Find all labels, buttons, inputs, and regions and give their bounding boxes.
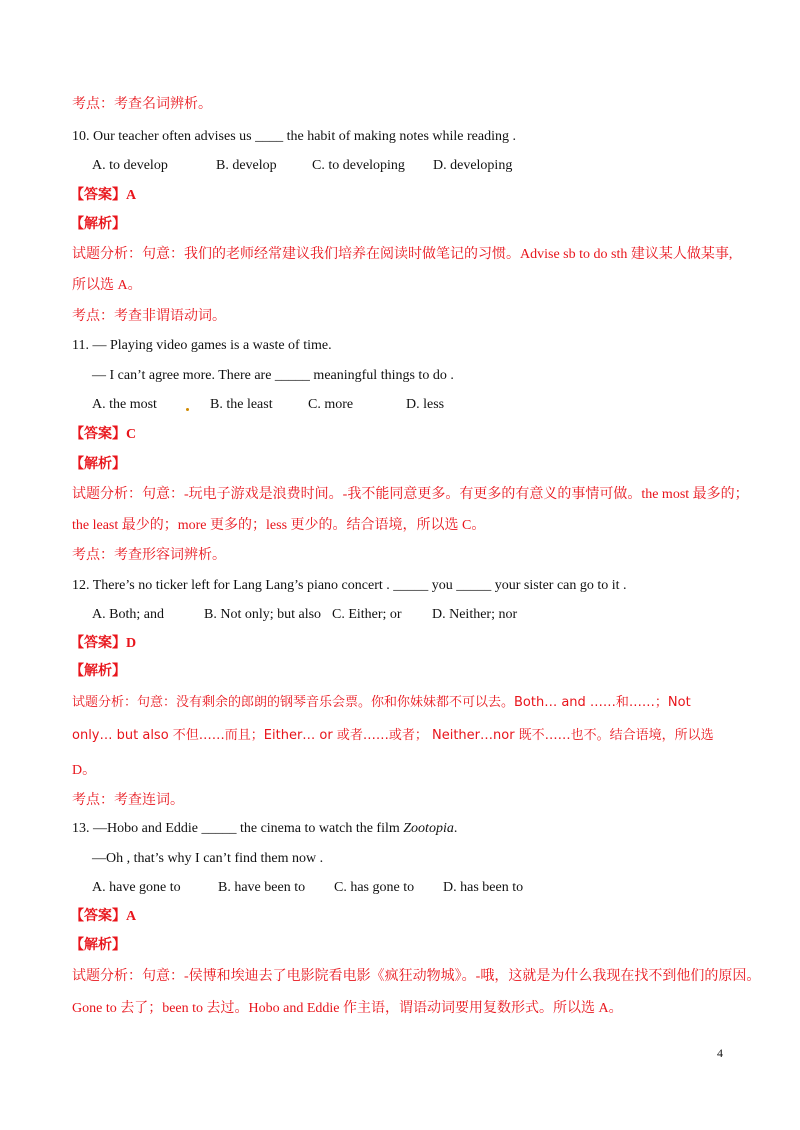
q11-analysis-line2: the least 最少的；more 更多的；less 更少的。结合语境，所以选 C。 [72, 518, 486, 533]
q13-option-d: D. has been to [443, 880, 524, 895]
q13-option-c: C. has gone to [334, 880, 415, 895]
q13-analysis-line1: 试题分析：句意：-侯博和埃迪去了电影院看电影《疯狂动物城》。-哦，这就是为什么我现在找不到他们的原因。 [72, 969, 761, 984]
q12-option-c: C. Either; or [332, 607, 402, 622]
q11-answer: 【答案】C [70, 427, 137, 442]
q13-answer: 【答案】A [70, 909, 137, 924]
q12-analysis-line3: D。 [72, 763, 97, 778]
q10-analysis-line1: 试题分析：句意：我们的老师经常建议我们培养在阅读时做笔记的习惯。Advise sb to do sth 建议某人做某事, [72, 247, 733, 262]
q11-stem-reply: — I can’t agree more. There are _____ meaningful things to do . [92, 368, 454, 383]
q13-stem [72, 820, 457, 838]
q10-option-b: B. develop [216, 158, 277, 173]
q10-jiexi-label: 【解析】 [70, 217, 126, 232]
q12-analysis-line2: only… but also 不但……而且；Either… or 或者……或者； Neither…nor 既不……也不。结合语境，所以选 [72, 728, 714, 743]
q12-stem: 12. There’s no ticker left for Lang Lang’s piano concert . _____ you _____ your sister can go to it . [72, 578, 627, 593]
q11-stem: 11. — Playing video games is a waste of time. [72, 338, 332, 353]
q13-stem-end: . [453, 821, 458, 836]
q12-option-b: B. Not only; but also [204, 607, 322, 622]
q10-option-c: C. to developing [312, 158, 405, 173]
q10-kaodian: 考点：考查非谓语动词。 [72, 309, 226, 324]
q12-analysis-line1: 试题分析：句意：没有剩余的郎朗的钢琴音乐会票。你和你妹妹都不可以去。Both… and ……和……；Not [72, 695, 691, 710]
q13-stem-reply: —Oh , that’s why I can’t find them now . [92, 851, 324, 866]
q13-option-a: A. have gone to [92, 880, 181, 895]
q13-stem-text: 13. —Hobo and Eddie _____ the cinema to watch the film [72, 821, 404, 836]
q12-option-a: A. Both; and [92, 607, 164, 622]
q12-answer: 【答案】D [70, 636, 137, 651]
q10-option-a: A. to develop [92, 158, 168, 173]
page-number: 4 [717, 1046, 723, 1060]
q11-analysis-line1: 试题分析：句意：-玩电子游戏是浪费时间。-我不能同意更多。有更多的有意义的事情可做。the most 最多的； [72, 487, 749, 502]
q10-stem: 10. Our teacher often advises us ____ the habit of making notes while reading . [72, 129, 516, 144]
q11-option-d: D. less [406, 397, 445, 412]
q13-jiexi-label: 【解析】 [70, 938, 126, 953]
q13-analysis-line2: Gone to 去了；been to 去过。Hobo and Eddie 作主语，谓语动词要用复数形式。所以选 A。 [72, 1001, 623, 1016]
q10-answer: 【答案】A [70, 188, 137, 203]
stray-dot [186, 408, 189, 411]
q10-analysis-line2: 所以选 A。 [72, 278, 142, 293]
q10-option-d: D. developing [433, 158, 513, 173]
q12-kaodian: 考点：考查连词。 [72, 793, 184, 808]
q11-jiexi-label: 【解析】 [70, 457, 126, 472]
q13-option-b: B. have been to [218, 880, 306, 895]
q12-jiexi-label: 【解析】 [70, 664, 126, 679]
q12-option-d: D. Neither; nor [432, 607, 518, 622]
q11-option-b: B. the least [210, 397, 273, 412]
q13-film-title: Zootopia [403, 821, 454, 836]
q11-option-c: C. more [308, 397, 354, 412]
kaodian-prev: 考点：考查名词辨析。 [72, 97, 212, 112]
q11-option-a: A. the most [92, 397, 157, 412]
q11-kaodian: 考点：考查形容词辨析。 [72, 548, 226, 563]
